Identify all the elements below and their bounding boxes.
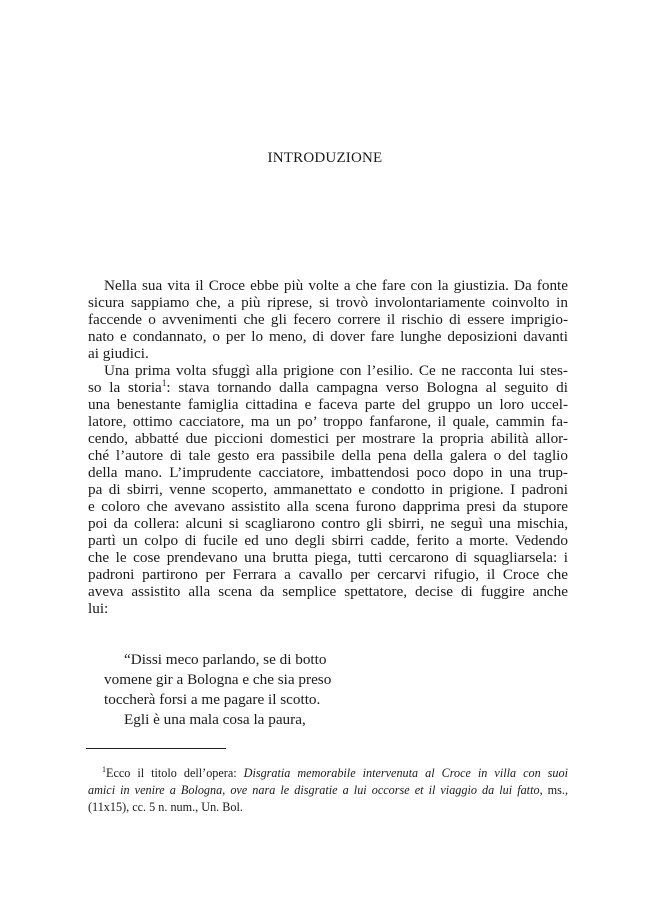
footnote-work-title: amici in venire a Bologna, ove nara le disgratie a lui occorse et il viaggio da lui fatto [88,783,540,797]
paragraph-2 [88,362,568,617]
verse-line: toccherà forsi a me pagare il scotto. [104,691,321,708]
text-line [88,379,568,396]
footnote-line [88,765,568,782]
footnote-divider [86,748,226,749]
text-line: lui: [88,600,109,617]
text-line: latore, ottimo cacciatore, ma un po’ troppo fanfarone, il quale, cammin fa- [88,413,568,430]
text-line: cendo, abbatté due piccioni domestici per mostrare la propria abilità allor- [88,430,568,447]
body-text [88,277,568,617]
text-line: e coloro che avevano assistito alla scena furono dapprima presi da stupore [88,498,568,515]
text-line: Una prima volta sfuggì alla prigione con l’esilio. Ce ne racconta lui stes- [104,362,568,379]
text-line: padroni partirono per Ferrara a cavallo per cercarvi rifugio, il Croce che [88,566,568,583]
text-line: sicura sappiamo che, a più riprese, si trovò involontariamente coinvolto in [88,294,568,311]
text-line: una benestante famiglia cittadina e faceva parte del gruppo un loro uccel- [88,396,568,413]
text-line: nato e condannato, o per lo meno, di dover fare lunghe deposizioni davanti [88,328,568,345]
text-line: ai giudici. [88,345,149,362]
text-line: faccende o avvenimenti che gli fecero correre il rischio di essere imprigio- [88,311,568,328]
footnote-reference[interactable]: 1 [161,377,167,388]
footnote [88,765,568,816]
footnote-mark: 1 [102,764,106,774]
verse-line: “Dissi meco parlando, se di botto [124,651,327,668]
verse-quotation [104,650,331,730]
paragraph-1 [88,277,568,362]
text-line: che le cose prendevano una brutta piega, tutti cercarono di squagliarsela: i [88,549,568,566]
footnote-intro: Ecco il titolo dell’opera: [106,766,244,780]
text-fragment: : stava tornando dalla campagna verso Bologna al seguito di [166,379,568,396]
footnote-line: (11x15), cc. 5 n. num., Un. Bol. [88,800,243,814]
text-line: Nella sua vita il Croce ebbe più volte a che fare con la giustizia. Da fonte [104,277,568,294]
verse-line: vomene gir a Bologna e che sia preso [104,671,332,688]
chapter-title: INTRODUZIONE [267,150,383,166]
footnote-text: , ms., [539,783,568,797]
footnote-work-title: Disgratia memorabile intervenuta al Croce in villa con suoi [243,766,568,780]
text-fragment: so la storia [88,379,162,396]
text-line: ché l’autore di tale gesto era passibile della pena della galera o del taglio [88,447,568,464]
text-line: pa di sbirri, venne scoperto, ammanettato e condotto in prigione. I padroni [88,481,568,498]
text-line: della mano. L’imprudente cacciatore, imbattendosi poco dopo in una trup- [88,464,568,481]
footnote-line [88,782,568,799]
verse-line: Egli è una mala cosa la paura, [124,711,306,728]
text-line: aveva assistito alla scena da semplice spettatore, decise di fuggire anche [88,583,568,600]
text-line: partì un colpo di fucile ed uno degli sbirri cadde, ferito a morte. Vedendo [88,532,568,549]
text-line: poi da collera: alcuni si scagliarono contro gli sbirri, ne seguì una mischia, [88,515,568,532]
